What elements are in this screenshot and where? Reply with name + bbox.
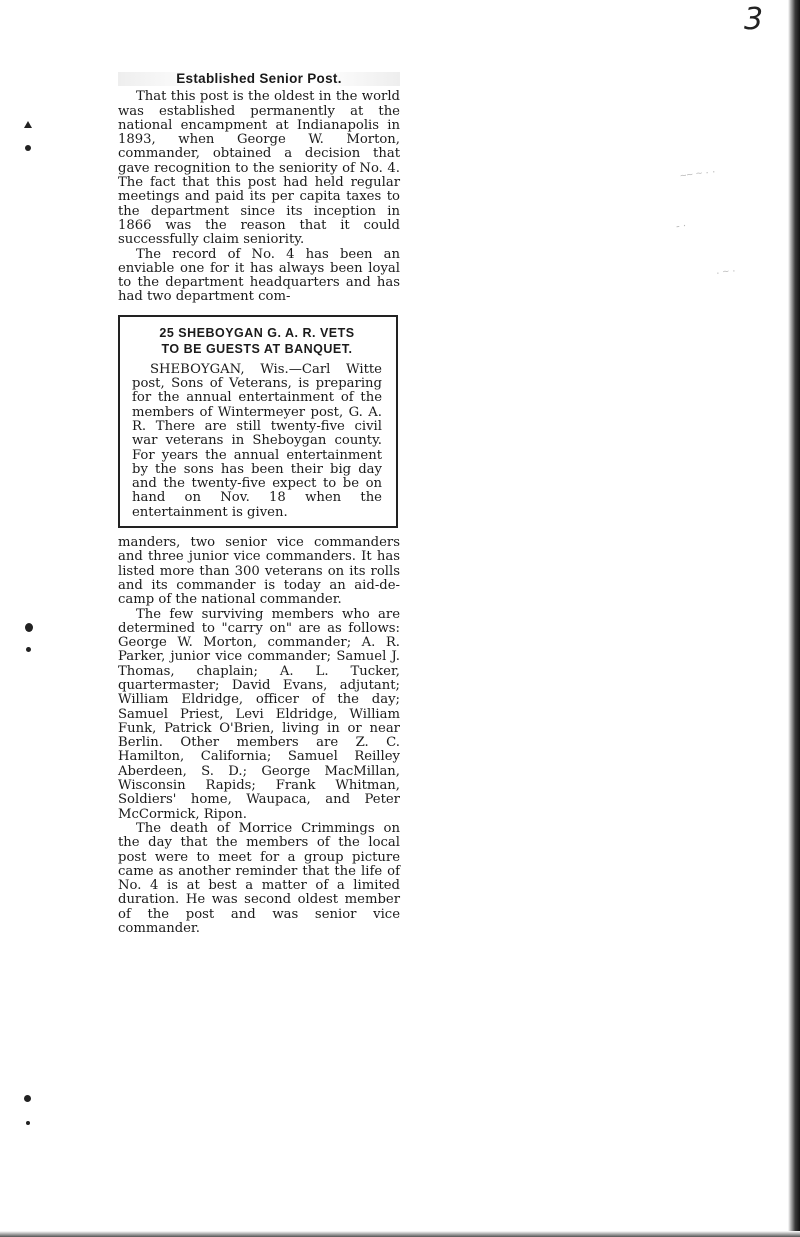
clipping-paragraph: manders, two senior vice commanders and three junior vice commanders. It has listed more than 300 veterans on its rolls and its commander is today an aid-de-camp of the national commander. [118,535,400,608]
margin-mark [24,1095,31,1102]
page-number: 3 [744,2,764,37]
clipping-paragraph: The few surviving members who are determined to "carry on" are as follows: George W. Morton, commander; A. R. Parker, junior vice commander; Samuel J. Thomas, chaplain; A. L. Tucker, quartermaster; David Evans, adjutant; William Eldridge, officer of the day; Samuel Priest, Levi Eldridge, William Funk, Patrick O'Brien, living in or near Berlin. Other members are Z. C. Hamilton, California; Samuel Reilley Aberdeen, S. D.; George MacMillan, Wisconsin Rapids; Frank Whitman, Soldiers' home, Waupaca, and Peter McCormick, Ripon. [118,606,400,822]
margin-mark [25,145,31,151]
inset-headline-line: TO BE GUESTS AT BANQUET. [161,341,353,356]
clipping-paragraph: The record of No. 4 has been an enviable one for it has always been loyal to the department headquarters and has had two department com- [118,246,400,305]
margin-mark [26,1121,30,1125]
margin-mark [26,647,31,652]
margin-mark [24,121,32,128]
inset-headline-line: 25 SHEBOYGAN G. A. R. VETS [159,325,355,340]
newspaper-clipping [118,72,400,936]
faint-pencil-mark: ~~ ~ · · [679,165,717,183]
clipping-paragraph: The death of Morrice Crimmings on the day that the members of the local post were to meet for a group picture came as another reminder that the life of No. 4 is at best a matter of a limited duration. He was second oldest member of the post and was senior vice commander. [118,820,400,937]
faint-pencil-mark: - · [675,219,688,233]
clipping-paragraph: That this post is the oldest in the world was established permanently at the national encampment at Indianapolis in 1893, when George W. Morton, commander, obtained a decision that gave recognition to the seniority of No. 4. The fact that this post had held regular meetings and paid its per capita taxes to the department since its inception in 1866 was the reason that it could successfully claim seniority. [118,89,400,248]
scan-edge [788,0,800,1237]
scan-edge [0,1231,800,1237]
faint-pencil-mark: · ~ · [715,264,737,280]
clipping-heading: Established Senior Post. [118,72,400,86]
margin-mark [25,623,33,632]
inset-news-box [118,315,398,528]
inset-headline [132,325,382,357]
inset-body: SHEBOYGAN, Wis.—Carl Witte post, Sons of Veterans, is preparing for the annual entertainment of the members of Wintermeyer post, G. A. R. There are still twenty-five civil war veterans in Sheboygan county. For years the annual entertainment by the sons has been their big day and the twenty-five expect to be on hand on Nov. 18 when the entertainment is given. [132,361,382,520]
